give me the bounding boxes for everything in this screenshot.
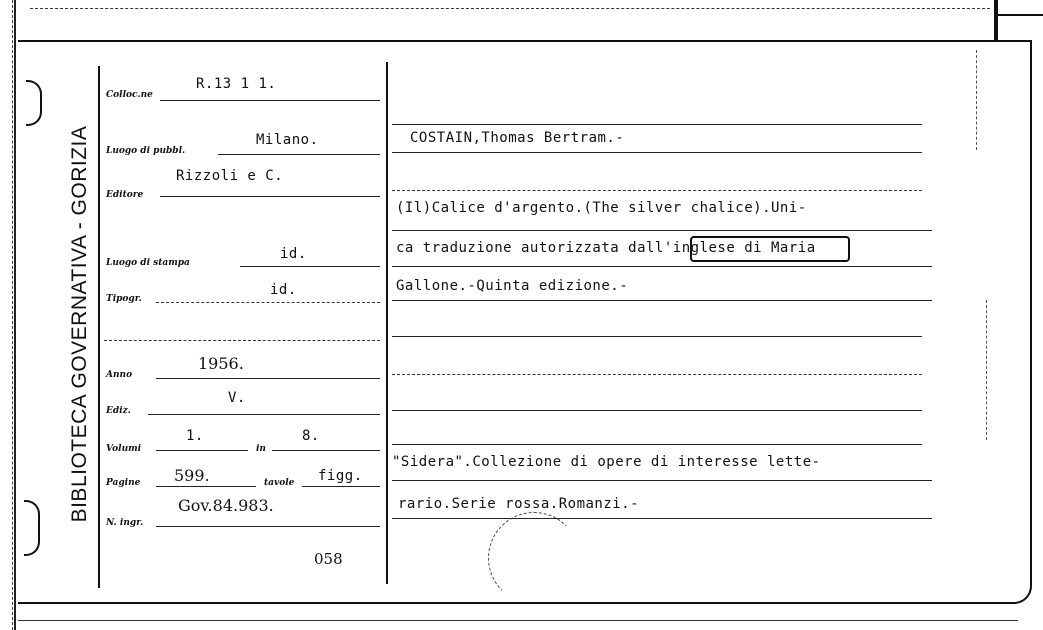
luogo-stampa-label: Luogo di stampa <box>106 258 190 268</box>
luogo-pubbl-label: Luogo di pubbl. <box>106 146 186 156</box>
series-line-1: "Sidera".Collezione di opere di interesse lette- <box>392 454 821 470</box>
pagine-value: 599. <box>174 466 210 485</box>
luogo-pubbl-underline <box>218 154 380 155</box>
lower-hole-bracket <box>24 500 40 556</box>
right-margin-dots-2 <box>986 300 987 440</box>
binding-strip-inner <box>14 0 16 630</box>
right-line-11 <box>392 480 932 481</box>
n-ingr-underline <box>156 526 380 527</box>
library-name: BIBLIOTECA GOVERNATIVA - GORIZIA <box>68 125 91 523</box>
colloc-label: Colloc.ne <box>106 90 153 100</box>
right-line-1 <box>392 124 922 125</box>
editore-underline <box>160 196 380 197</box>
binding-strip <box>0 0 13 630</box>
title-line-2: ca traduzione autorizzata dall'inglese di Maria <box>396 240 816 256</box>
top-right-mark <box>994 0 998 40</box>
middle-column-line <box>386 62 388 584</box>
anno-label: Anno <box>106 370 133 380</box>
left-column-line <box>98 66 100 588</box>
right-line-7 <box>392 336 922 337</box>
tipogr-label: Tipogr. <box>106 294 142 304</box>
luogo-stampa-underline <box>240 266 380 267</box>
pagine-label: Pagine <box>106 478 141 488</box>
card-bottom-line <box>18 620 1018 621</box>
ediz-label: Ediz. <box>106 406 131 416</box>
n-ingr-value: Gov.84.983. <box>178 496 274 515</box>
editore-value: Rizzoli e C. <box>176 168 284 184</box>
title-line-1: (Il)Calice d'argento.(The silver chalice).Uni- <box>396 200 807 216</box>
stamp-remnant <box>488 512 580 604</box>
right-line-3 <box>392 190 922 191</box>
right-line-5 <box>392 266 932 267</box>
anno-underline <box>156 378 380 379</box>
right-line-10 <box>392 444 922 445</box>
volumi-value: 1. <box>186 428 204 444</box>
card-top-line <box>18 40 1030 42</box>
top-edge-line <box>30 8 990 9</box>
formato-underline <box>272 450 380 451</box>
pagine-underline <box>156 486 256 487</box>
formato-value: 8. <box>302 428 320 444</box>
tipogr-value: id. <box>270 282 297 298</box>
blank-underline-1 <box>104 340 380 341</box>
series-line-2: rario.Serie rossa.Romanzi.- <box>398 496 640 512</box>
luogo-pubbl-value: Milano. <box>256 132 319 148</box>
marked-phrase-box <box>690 236 850 262</box>
right-line-8 <box>392 374 922 375</box>
title-line-3: Gallone.-Quinta edizione.- <box>396 278 629 294</box>
upper-hole-bracket <box>26 80 42 126</box>
right-line-12 <box>392 518 932 519</box>
tavole-underline <box>302 486 380 487</box>
volumi-underline <box>156 450 248 451</box>
code-value: 058 <box>314 550 343 568</box>
luogo-stampa-value: id. <box>280 246 307 262</box>
tavole-value: figg. <box>318 468 363 484</box>
volumi-label: Volumi <box>106 444 142 454</box>
ediz-value: V. <box>228 390 246 406</box>
editore-label: Editore <box>106 190 144 200</box>
right-line-2 <box>392 152 922 153</box>
colloc-value: R.13 1 1. <box>196 76 277 92</box>
ediz-underline <box>148 414 380 415</box>
top-right-mark-h <box>994 14 1043 16</box>
anno-value: 1956. <box>198 354 244 373</box>
tipogr-underline <box>156 302 380 303</box>
tavole-label: tavole <box>264 478 295 488</box>
right-line-6 <box>392 300 932 301</box>
right-line-4 <box>392 230 932 231</box>
author-heading: COSTAIN,Thomas Bertram.- <box>410 130 625 146</box>
formato-label: in <box>256 444 266 454</box>
colloc-underline <box>160 100 380 101</box>
n-ingr-label: N. ingr. <box>106 518 144 528</box>
right-line-9 <box>392 410 922 411</box>
right-margin-dots <box>976 50 977 150</box>
